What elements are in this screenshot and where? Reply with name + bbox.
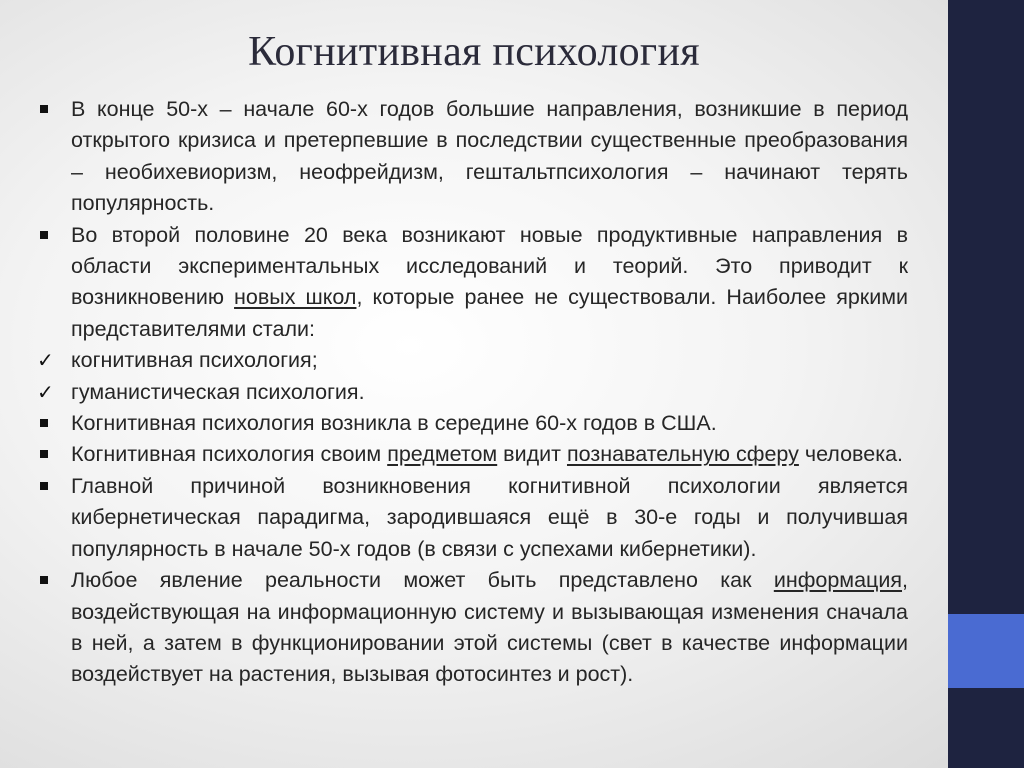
bullet-list xyxy=(38,94,908,691)
square-bullet-icon xyxy=(38,94,58,125)
item-text: Любое явление реальности может быть представлено как xyxy=(71,568,774,593)
item-text: Когнитивная психология возникла в середине 60-х годов в США. xyxy=(71,411,717,436)
side-accent-block xyxy=(948,614,1024,688)
checkmark-icon: ✓ xyxy=(37,348,54,373)
item-text: Главной причиной возникновения когнитивной психологии является кибернетическая парадигма, зародившаяся ещё в 30-е годы и получившая популярность в начале 50-х годов (в связи с успехами кибернетики). xyxy=(71,473,908,561)
list-item xyxy=(38,94,908,220)
underlined-term-subject: предметом xyxy=(387,442,498,467)
square-bullet-icon xyxy=(38,439,58,470)
list-item xyxy=(38,377,908,408)
item-text: человека. xyxy=(798,442,903,467)
item-text: гуманистическая психология. xyxy=(71,379,365,404)
item-text: , которые ранее не существовали. Наиболее яркими представителями стали: xyxy=(71,285,908,341)
item-text: видит xyxy=(497,442,567,467)
item-text: Во второй половине 20 века возникают новые продуктивные направления в области экспериментальных исследований и теорий. Это приводит к возникновению xyxy=(71,222,908,310)
square-bullet-icon xyxy=(38,565,58,596)
list-item xyxy=(38,220,908,346)
item-text: В конце 50-х – начале 60-х годов большие направления, возникшие в период открытого кризиса и претерпевшие в последствии существенные преобразования – необихевиоризм, неофрейдизм, гештальтпсихология – начинают терять популярность. xyxy=(71,97,908,216)
checkmark-icon: ✓ xyxy=(37,379,54,404)
list-item xyxy=(38,408,908,439)
square-bullet-icon xyxy=(38,471,58,502)
square-bullet-icon xyxy=(38,220,58,251)
slide-title: Когнитивная психология xyxy=(248,29,700,75)
underlined-term-cognitive-sphere: познавательную сферу xyxy=(566,442,799,467)
list-item xyxy=(38,565,908,691)
item-text: Когнитивная психология своим xyxy=(71,442,388,467)
list-item xyxy=(38,345,908,376)
list-item xyxy=(38,439,908,470)
item-text: когнитивная психология; xyxy=(71,348,318,373)
underlined-term-information: информация xyxy=(773,568,903,593)
list-item xyxy=(38,471,908,565)
square-bullet-icon xyxy=(38,408,58,439)
item-text: , воздействующая на информационную систему и вызывающая изменения сначала в ней, а затем в функционировании этой системы (свет в качестве информации воздействует на растения, вызывая фотосинтез и рост). xyxy=(71,568,908,687)
underlined-term-new-schools: новых школ xyxy=(234,285,357,310)
